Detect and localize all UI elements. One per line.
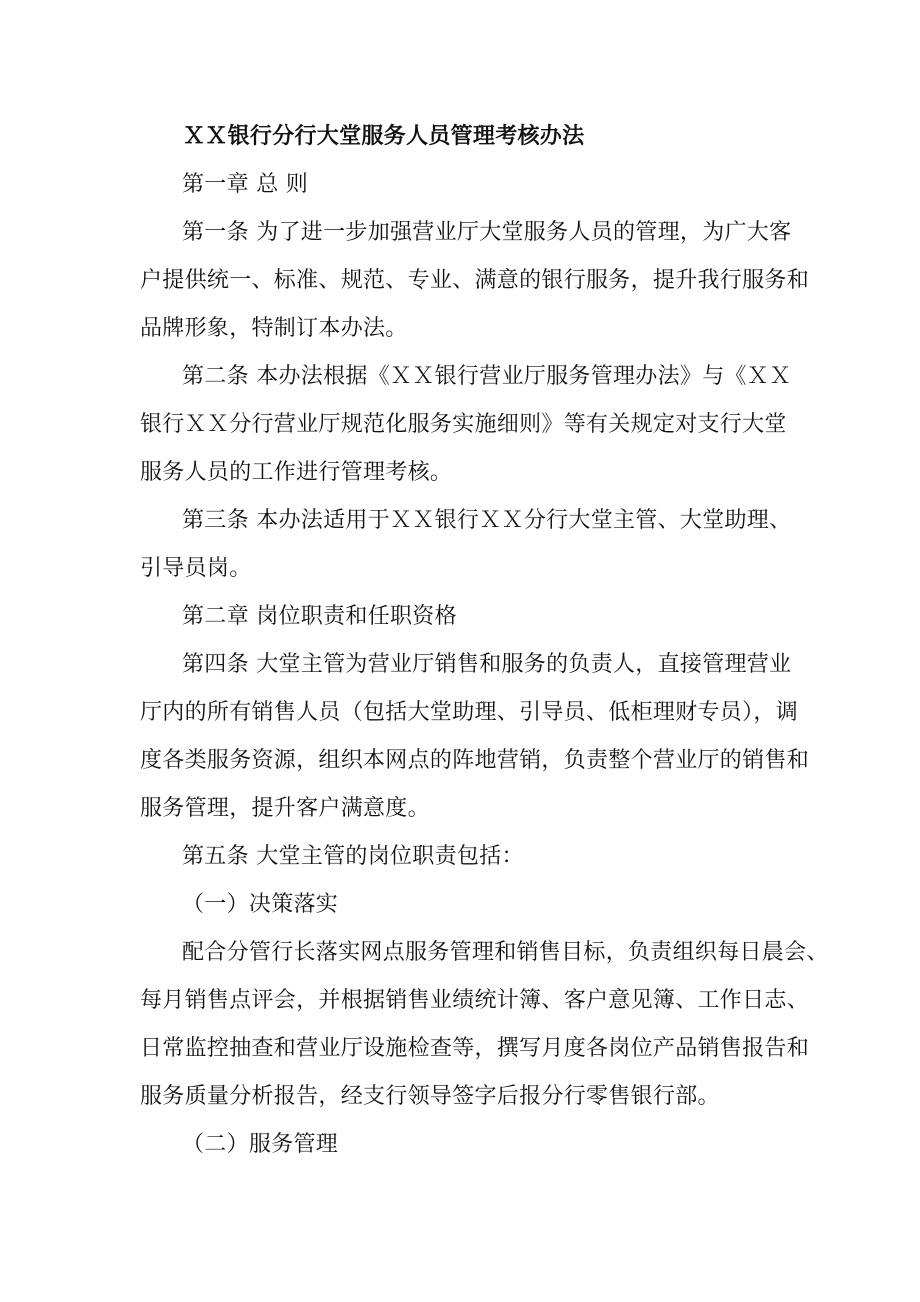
article-2-line-2: 银行ＸＸ分行营业厅规范化服务实施细则》等有关规定对支行大堂	[140, 412, 787, 437]
article-1-line-2: 户提供统一、标准、规范、专业、满意的银行服务，提升我行服务和	[140, 268, 810, 293]
article-2-line-3: 服务人员的工作进行管理考核。	[140, 460, 453, 485]
section-heading: （一）决策落实	[182, 892, 339, 917]
chapter-heading: 第二章 岗位职责和任职资格	[182, 604, 457, 629]
article-2-line-1: 第二条 本办法根据《ＸＸ银行营业厅服务管理办法》与《ＸＸ	[182, 364, 792, 389]
section-heading: （二）服务管理	[182, 1132, 339, 1157]
section-1-line-4: 服务质量分析报告，经支行领导签字后报分行零售银行部。	[140, 1084, 720, 1109]
article-3-line-1: 第三条 本办法适用于ＸＸ银行ＸＸ分行大堂主管、大堂助理、	[182, 508, 792, 533]
section-1-line-2: 每月销售点评会，并根据销售业绩统计簿、客户意见簿、工作日志、	[140, 988, 810, 1013]
section-1-line-1: 配合分管行长落实网点服务管理和销售目标，负责组织每日晨会、	[182, 940, 829, 965]
section-1-line-3: 日常监控抽查和营业厅设施检查等，撰写月度各岗位产品销售报告和	[140, 1036, 810, 1061]
article-4-line-4: 服务管理，提升客户满意度。	[140, 796, 430, 821]
article-4-line-3: 度各类服务资源，组织本网点的阵地营销，负责整个营业厅的销售和	[140, 748, 810, 773]
article-1-line-3: 品牌形象，特制订本办法。	[140, 316, 408, 341]
article-5-line-1: 第五条 大堂主管的岗位职责包括：	[182, 844, 524, 869]
article-1-line-1: 第一条 为了进一步加强营业厅大堂服务人员的管理，为广大客	[182, 220, 792, 245]
article-4-line-2: 厅内的所有销售人员（包括大堂助理、引导员、低柜理财专员），调	[140, 700, 799, 725]
chapter-heading: 第一章 总 则	[182, 172, 309, 197]
article-4-line-1: 第四条 大堂主管为营业厅销售和服务的负责人，直接管理营业	[182, 652, 792, 677]
article-3-line-2: 引导员岗。	[140, 556, 252, 581]
document-title: ＸＸ银行分行大堂服务人员管理考核办法	[183, 123, 585, 149]
